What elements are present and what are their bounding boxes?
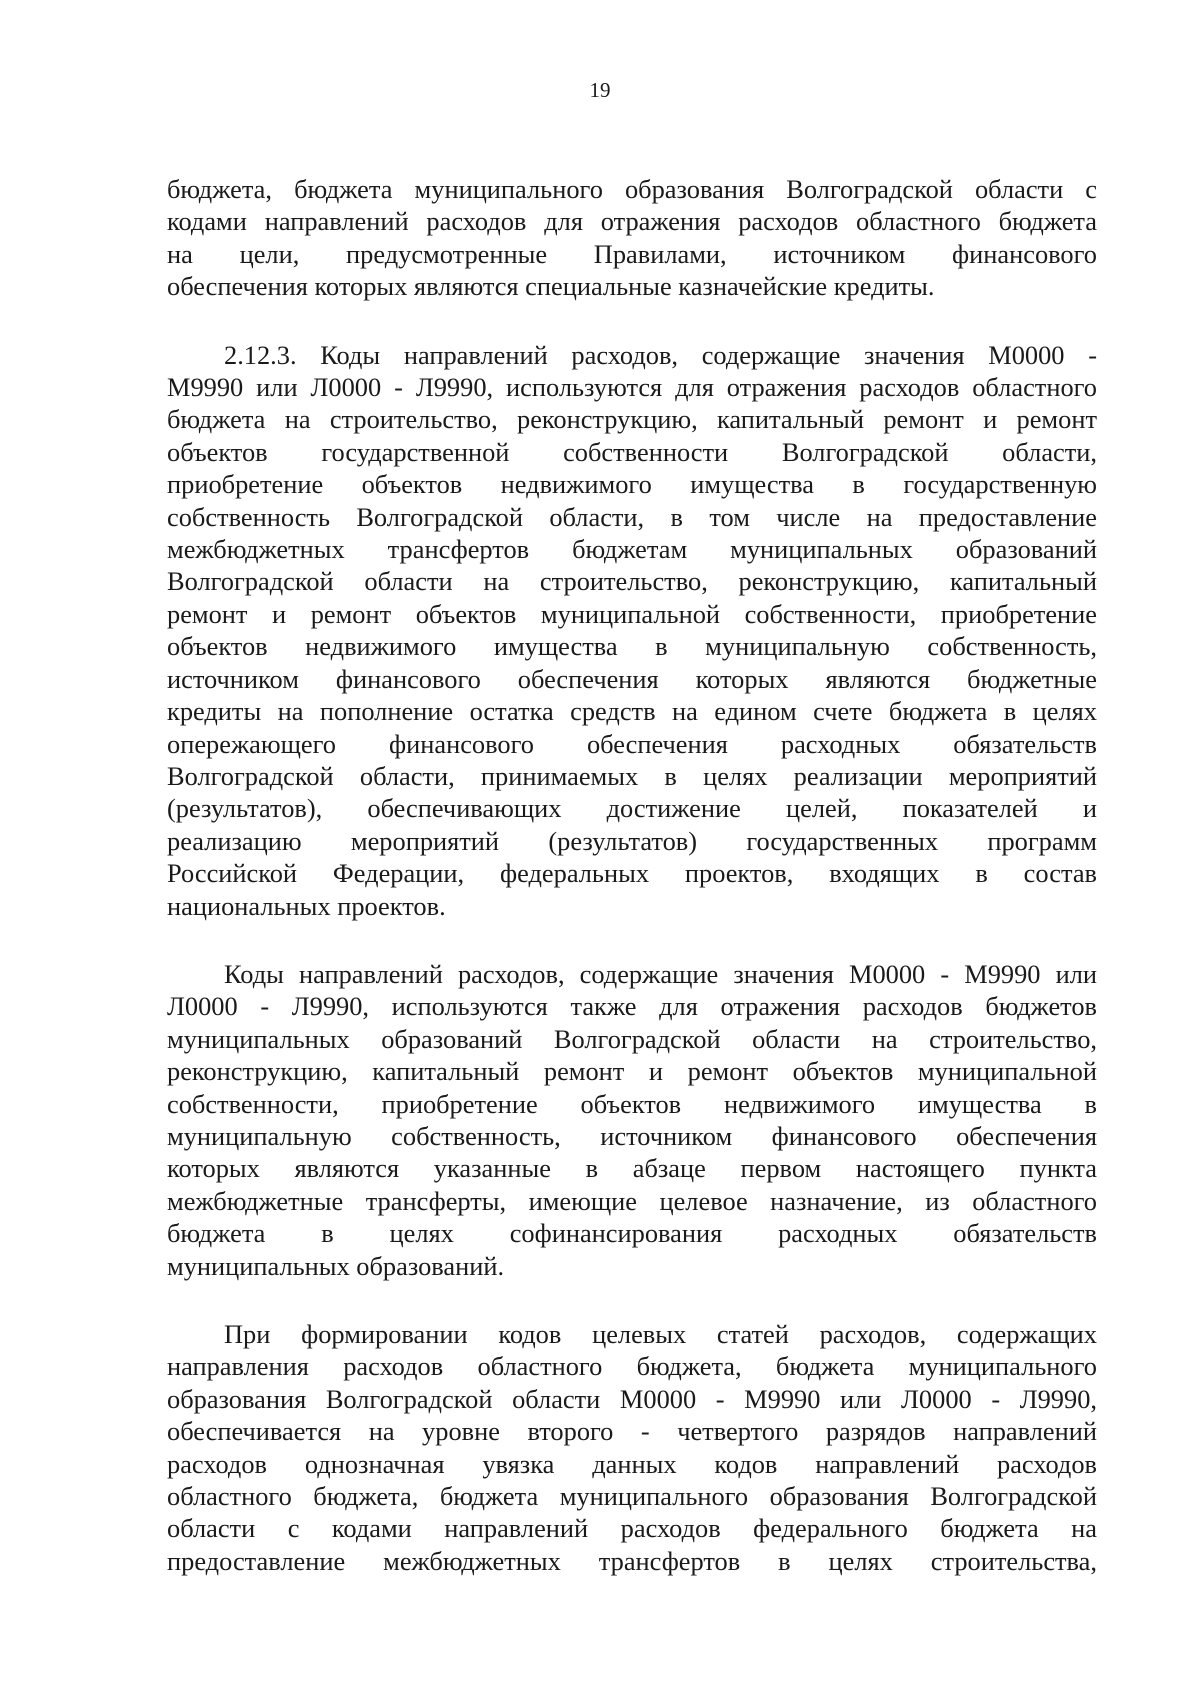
- text-line: муниципальных образований Волгоградской области на строительство,: [167, 1023, 1097, 1054]
- text-line: которых являются указанные в абзаце первом настоящего пункта: [167, 1153, 1097, 1184]
- text-line: опережающего финансового обеспечения расходных обязательств: [167, 728, 1097, 759]
- text-line: предоставление межбюджетных трансфертов в целях строительства,: [167, 1545, 1097, 1576]
- text-line: кодами направлений расходов для отражения расходов областного бюджета: [167, 206, 1097, 237]
- text-line: Российской Федерации, федеральных проектов, входящих в состав: [167, 858, 1097, 889]
- text-line: бюджета на строительство, реконструкцию, капитальный ремонт и ремонт: [167, 404, 1097, 435]
- text-line: образования Волгоградской области М0000 - М9990 или Л0000 - Л9990,: [167, 1383, 1097, 1414]
- text-line: реализацию мероприятий (результатов) государственных программ: [167, 825, 1097, 856]
- text-line: М9990 или Л0000 - Л9990, используются для отражения расходов областного: [167, 372, 1097, 403]
- paragraph-code-formation: [167, 1318, 1097, 1577]
- text-line: направления расходов областного бюджета, бюджета муниципального: [167, 1351, 1097, 1382]
- text-line: реконструкцию, капитальный ремонт и ремонт объектов муниципальной: [167, 1056, 1097, 1087]
- text-line: 2.12.3. Коды направлений расходов, содержащие значения М0000 -: [224, 339, 1097, 370]
- text-line: источником финансового обеспечения которых являются бюджетные: [167, 663, 1097, 694]
- text-line: национальных проектов.: [167, 890, 446, 921]
- page-number: 19: [589, 78, 611, 102]
- text-line: расходов однозначная увязка данных кодов направлений расходов: [167, 1448, 1097, 1479]
- text-line: (результатов), обеспечивающих достижение целей, показателей и: [167, 793, 1097, 824]
- paragraph-2-12-3: [167, 339, 1097, 922]
- text-line: ремонт и ремонт объектов муниципальной собственности, приобретение: [167, 598, 1097, 629]
- paragraph-continuation: [167, 173, 1097, 303]
- text-line: Л0000 - Л9990, используются также для отражения расходов бюджетов: [167, 991, 1097, 1022]
- document-body: [167, 173, 1097, 1577]
- text-line: на цели, предусмотренные Правилами, источником финансового: [167, 238, 1097, 269]
- text-line: При формировании кодов целевых статей расходов, содержащих: [224, 1319, 1097, 1349]
- text-line: приобретение объектов недвижимого имущества в государственную: [167, 469, 1097, 500]
- text-line: межбюджетных трансфертов бюджетам муниципальных образований: [167, 534, 1097, 565]
- text-line: обеспечивается на уровне второго - четвертого разрядов направлений: [167, 1416, 1097, 1447]
- text-line: кредиты на пополнение остатка средств на едином счете бюджета в целях: [167, 696, 1097, 727]
- text-line: объектов недвижимого имущества в муниципальную собственность,: [167, 631, 1097, 662]
- text-line: Волгоградской области, принимаемых в целях реализации мероприятий: [167, 760, 1097, 791]
- text-line: области с кодами направлений расходов федерального бюджета на: [167, 1513, 1097, 1544]
- text-line: Волгоградской области на строительство, реконструкцию, капитальный: [167, 566, 1097, 597]
- text-line: муниципальных образований.: [167, 1250, 505, 1281]
- paragraph-codes-municipal: [167, 958, 1097, 1282]
- text-line: межбюджетные трансферты, имеющие целевое назначение, из областного: [167, 1185, 1097, 1216]
- text-line: областного бюджета, бюджета муниципального образования Волгоградской: [167, 1481, 1097, 1512]
- text-line: объектов государственной собственности Волгоградской области,: [167, 436, 1097, 467]
- text-line: муниципальную собственность, источником финансового обеспечения: [167, 1120, 1097, 1151]
- text-line: бюджета в целях софинансирования расходных обязательств: [167, 1218, 1097, 1249]
- text-line: Коды направлений расходов, содержащие значения М0000 - М9990 или: [224, 958, 1097, 989]
- text-line: собственности, приобретение объектов недвижимого имущества в: [167, 1088, 1097, 1119]
- text-line: бюджета, бюджета муниципального образования Волгоградской области с: [167, 174, 1097, 204]
- text-line: обеспечения которых являются специальные казначейские кредиты.: [167, 271, 935, 302]
- text-line: собственность Волгоградской области, в том числе на предоставление: [167, 501, 1097, 532]
